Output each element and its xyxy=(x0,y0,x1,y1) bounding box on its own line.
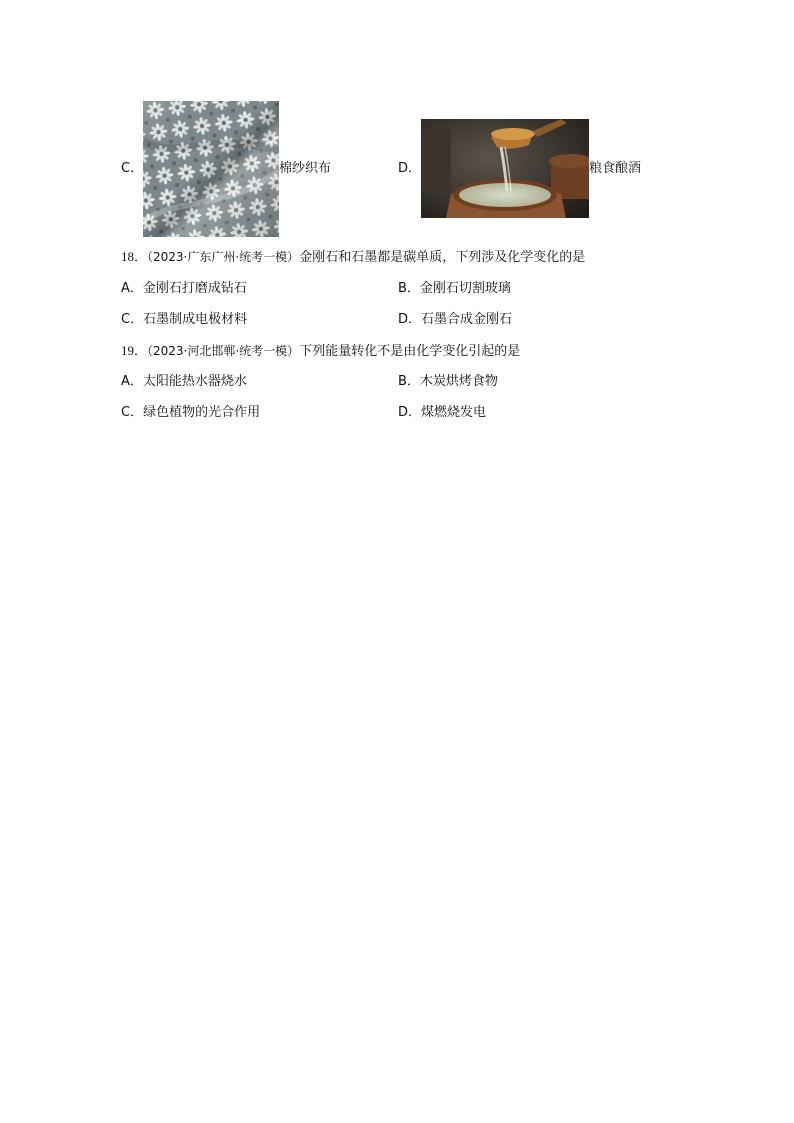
option-letter: D． xyxy=(398,405,422,420)
question-source: （2023·河北邯郸·统考一模） xyxy=(147,344,300,358)
question-text: 金刚石和石墨都是碳单质，下列涉及化学变化的是 xyxy=(299,250,586,265)
option-b[interactable] xyxy=(398,373,498,391)
option-text: 石墨制成电极材料 xyxy=(143,312,248,327)
option-letter: B． xyxy=(398,281,420,296)
option-text: 木炭烘烤食物 xyxy=(419,374,498,389)
option-letter: A． xyxy=(121,374,143,389)
option-letter: C． xyxy=(121,161,144,176)
option-caption: 棉纱织布 xyxy=(279,161,332,176)
option-text: 石墨合成金刚石 xyxy=(421,312,513,327)
option-letter: D． xyxy=(398,312,422,327)
option-letter: A． xyxy=(121,281,143,296)
question-stem xyxy=(121,342,520,361)
option-c[interactable] xyxy=(121,404,260,422)
question-stem xyxy=(121,248,585,267)
question-source: （2023·广东广州·统考一模） xyxy=(147,250,300,264)
option-a[interactable] xyxy=(121,280,247,298)
question-text: 下列能量转化不是由化学变化引起的是 xyxy=(299,344,521,359)
option-b[interactable] xyxy=(398,280,511,298)
option-letter: D． xyxy=(398,161,422,176)
option-caption: 粮食酿酒 xyxy=(589,161,642,176)
grain-wine-image xyxy=(421,119,589,218)
option-letter: C． xyxy=(121,405,144,420)
option-a[interactable] xyxy=(121,373,247,391)
option-text: 太阳能热水器烧水 xyxy=(142,374,247,389)
option-c[interactable] xyxy=(121,311,247,329)
option-text: 煤燃烧发电 xyxy=(421,405,487,420)
option-letter: C． xyxy=(121,312,144,327)
option-text: 金刚石打磨成钻石 xyxy=(142,281,247,296)
question-number: 19． xyxy=(121,343,148,358)
option-d[interactable] xyxy=(398,311,512,329)
option-d[interactable] xyxy=(398,404,486,422)
question-number: 18． xyxy=(121,249,148,264)
option-text: 金刚石切割玻璃 xyxy=(419,281,511,296)
cotton-cloth-image xyxy=(143,101,279,237)
option-letter: B． xyxy=(398,374,420,389)
option-text: 绿色植物的光合作用 xyxy=(143,405,261,420)
